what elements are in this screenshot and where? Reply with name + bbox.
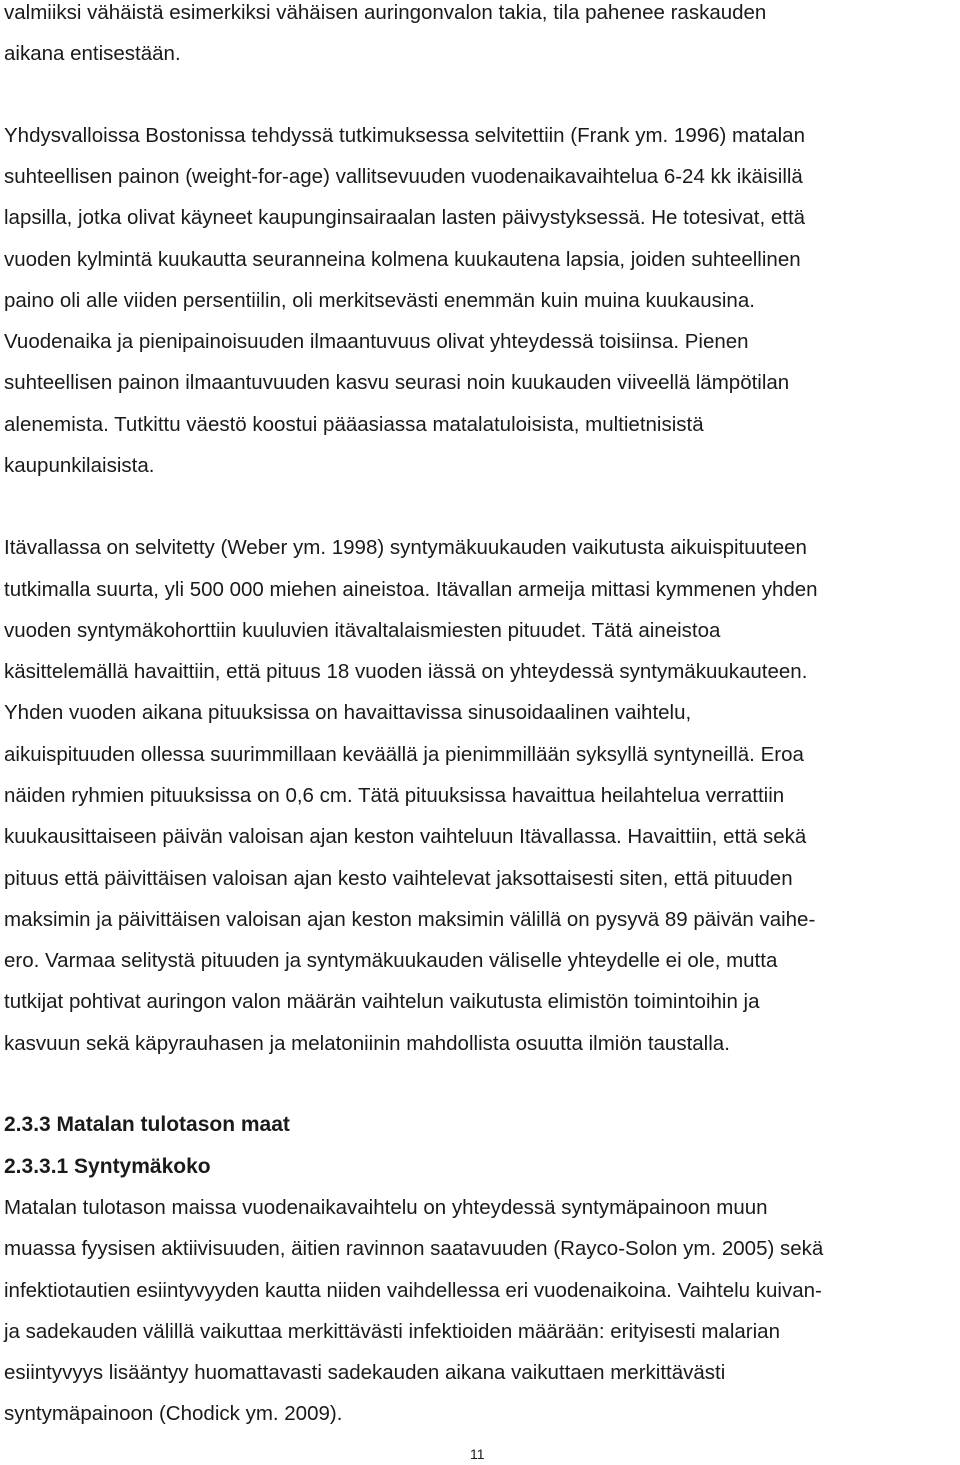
section-heading: 2.3.3 Matalan tulotason maat: [4, 1113, 290, 1136]
paragraph-1-line-2: aikana entisestään.: [4, 42, 181, 65]
paragraph-3-line-3: vuoden syntymäkohorttiin kuuluvien itävaltalaismiesten pituudet. Tätä aineistoa: [4, 619, 721, 642]
paragraph-3-line-1: Itävallassa on selvitetty (Weber ym. 1998) syntymäkuukauden vaikutusta aikuispituuteen: [4, 536, 807, 559]
paragraph-3-line-7: näiden ryhmien pituuksissa on 0,6 cm. Tätä pituuksissa havaittua heilahtelua verrattiin: [4, 784, 785, 807]
paragraph-3-line-11: ero. Varmaa selitystä pituuden ja syntymäkuukauden väliselle yhteydelle ei ole, mutta: [4, 949, 778, 972]
section-subheading: 2.3.3.1 Syntymäkoko: [4, 1155, 211, 1178]
paragraph-2-line-7: suhteellisen painon ilmaantuvuuden kasvu seurasi noin kuukauden viiveellä lämpötilan: [4, 371, 790, 394]
section-line-5: esiintyvyys lisääntyy huomattavasti sadekauden aikana vaikuttaen merkittävästi: [4, 1361, 726, 1384]
paragraph-2-line-3: lapsilla, jotka olivat käyneet kaupunginsairaalan lasten päivystyksessä. He totesivat, että: [4, 206, 806, 229]
paragraph-1-line-1: valmiiksi vähäistä esimerkiksi vähäisen auringonvalon takia, tila pahenee raskauden: [4, 1, 767, 24]
page-number: 11: [470, 1446, 485, 1462]
paragraph-3-line-6: aikuispituuden ollessa suurimmillaan keväällä ja pienimmillään syksyllä syntyneillä. Eroa: [4, 743, 804, 766]
paragraph-2-line-4: vuoden kylmintä kuukautta seuranneina kolmena kuukautena lapsia, joiden suhteellinen: [4, 248, 801, 271]
paragraph-3-line-2: tutkimalla suurta, yli 500 000 miehen aineistoa. Itävallan armeija mittasi kymmenen yhden: [4, 578, 818, 601]
paragraph-2-line-1: Yhdysvalloissa Bostonissa tehdyssä tutkimuksessa selvitettiin (Frank ym. 1996) matalan: [4, 124, 805, 147]
paragraph-3-line-12: tutkijat pohtivat auringon valon määrän vaihtelun vaikutusta elimistön toimintoihin ja: [4, 990, 760, 1013]
paragraph-2-line-2: suhteellisen painon (weight-for-age) vallitsevuuden vuodenaikavaihtelua 6-24 kk ikäisillä: [4, 165, 803, 188]
paragraph-3-line-5: Yhden vuoden aikana pituuksissa on havaittavissa sinusoidaalinen vaihtelu,: [4, 701, 692, 724]
paragraph-3-line-8: kuukausittaiseen päivän valoisan ajan keston vaihteluun Itävallassa. Havaittiin, että sekä: [4, 825, 807, 848]
paragraph-2-line-6: Vuodenaika ja pienipainoisuuden ilmaantuvuus olivat yhteydessä toisiinsa. Pienen: [4, 330, 749, 353]
section-line-3: infektiotautien esiintyvyyden kautta niiden vaihdellessa eri vuodenaikoina. Vaihtelu kuivan-: [4, 1279, 822, 1302]
paragraph-3-line-13: kasvuun sekä käpyrauhasen ja melatoniinin mahdollista osuutta ilmiön taustalla.: [4, 1032, 730, 1055]
paragraph-2-line-5: paino oli alle viiden persentiilin, oli merkitsevästi enemmän kuin muina kuukausina.: [4, 289, 755, 312]
paragraph-3-line-9: pituus että päivittäisen valoisan ajan kesto vaihtelevat jaksottaisesti siten, että pituuden: [4, 867, 793, 890]
paragraph-3-line-10: maksimin ja päivittäisen valoisan ajan keston maksimin välillä on pysyvä 89 päivän vaihe-: [4, 908, 816, 931]
paragraph-2-line-8: alenemista. Tutkittu väestö koostui pääasiassa matalatuloisista, multietnisistä: [4, 413, 704, 436]
section-line-4: ja sadekauden välillä vaikuttaa merkittävästi infektioiden määrään: erityisesti malarian: [4, 1320, 780, 1343]
section-line-6: syntymäpainoon (Chodick ym. 2009).: [4, 1402, 343, 1425]
paragraph-3-line-4: käsittelemällä havaittiin, että pituus 18 vuoden iässä on yhteydessä syntymäkuukauteen.: [4, 660, 808, 683]
section-line-2: muassa fyysisen aktiivisuuden, äitien ravinnon saatavuuden (Rayco-Solon ym. 2005) sekä: [4, 1237, 824, 1260]
section-line-1: Matalan tulotason maissa vuodenaikavaihtelu on yhteydessä syntymäpainoon muun: [4, 1196, 768, 1219]
paragraph-2-line-9: kaupunkilaisista.: [4, 454, 155, 477]
